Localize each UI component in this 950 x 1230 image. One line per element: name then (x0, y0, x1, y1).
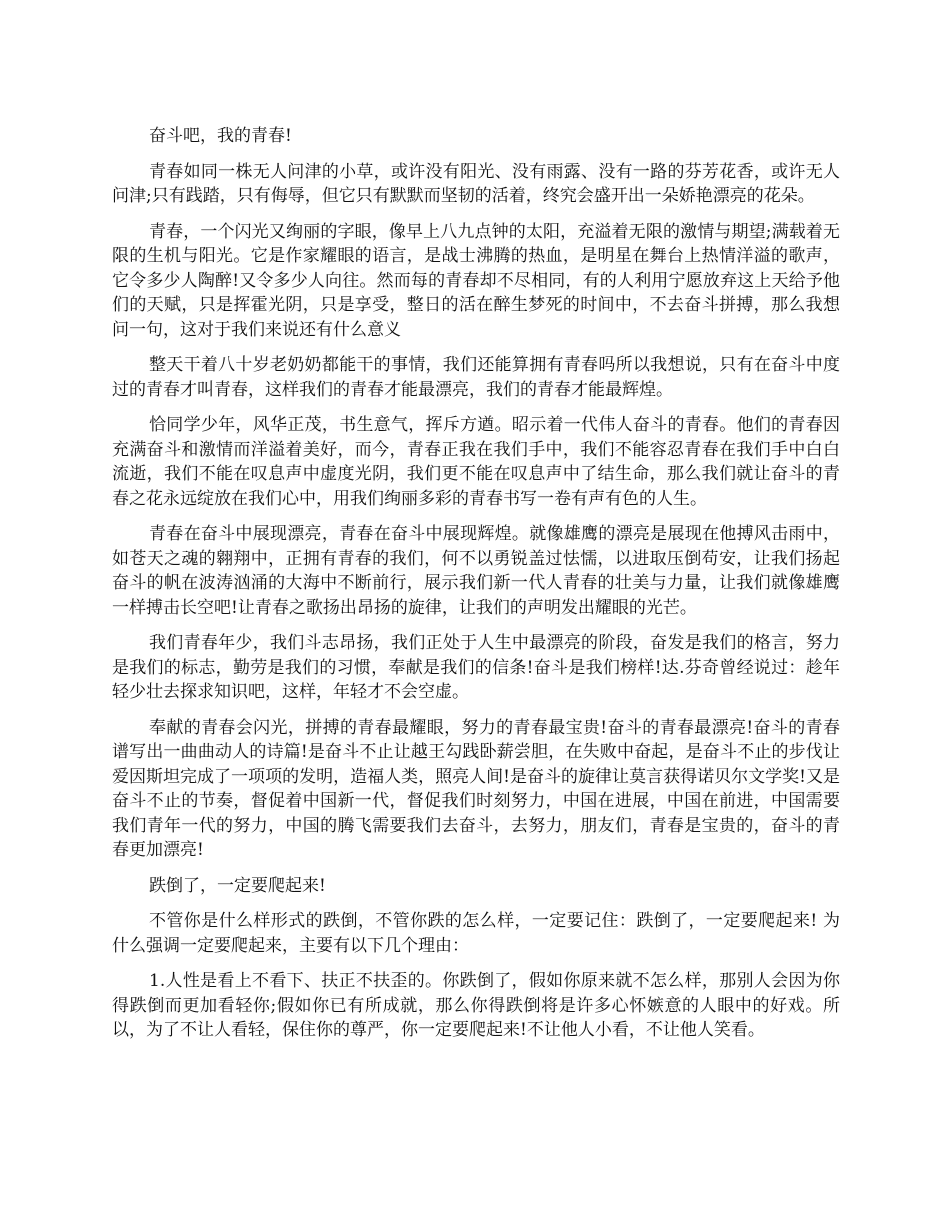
paragraph: 整天干着八十岁老奶奶都能干的事情，我们还能算拥有青春吗所以我想说，只有在奋斗中度过的青春才叫青春，这样我们的青春才能最漂亮，我们的青春才能最辉煌。 (112, 355, 840, 400)
paragraph: 我们青春年少，我们斗志昂扬，我们正处于人生中最漂亮的阶段，奋发是我们的格言，努力是我们的标志，勤劳是我们的习惯，奉献是我们的信条!奋斗是我们榜样!达.芬奇曾经说过：趁年轻少壮去探求知识吧，这样，年轻才不会空虚。 (112, 633, 840, 702)
paragraph: 奉献的青春会闪光，拼搏的青春最耀眼，努力的青春最宝贵!奋斗的青春最漂亮!奋斗的青春谱写出一曲曲动人的诗篇!是奋斗不止让越王勾践卧薪尝胆，在失败中奋起，是奋斗不止的步伐让爱因斯坦完成了一项项的发明，造福人类，照亮人间!是奋斗的旋律让莫言获得诺贝尔文学奖!又是奋斗不止的节奏，督促着中国新一代，督促我们时刻努力，中国在进展，中国在前进，中国需要我们青年一代的努力，中国的腾飞需要我们去奋斗，去努力，朋友们，青春是宝贵的，奋斗的青春更加漂亮! (112, 717, 840, 860)
paragraph: 青春如同一株无人问津的小草，或许没有阳光、没有雨露、没有一路的芬芳花香，或许无人问津;只有践踏，只有侮辱，但它只有默默而坚韧的活着，终究会盛开出一朵娇艳漂亮的花朵。 (112, 161, 840, 206)
heading-paragraph: 奋斗吧，我的青春! (149, 126, 292, 146)
paragraph: 恰同学少年，风华正茂，书生意气，挥斥方遒。昭示着一代伟人奋斗的青春。他们的青春因充满奋斗和激情而洋溢着美好，而今，青春正我在我们手中，我们不能容忍青春在我们手中白白流逝，我们不能在叹息声中虚度光阴，我们更不能在叹息声中了结生命，那么我们就让奋斗的青春之花永远绽放在我们心中，用我们绚丽多彩的青春书写一卷有声有色的人生。 (112, 415, 840, 509)
document-body (112, 124, 840, 1054)
paragraph: 不管你是什么样形式的跌倒，不管你跌的怎么样，一定要记住：跌倒了，一定要爬起来! 为什么强调一定要爬起来，主要有以下几个理由： (112, 911, 840, 956)
paragraph: 青春在奋斗中展现漂亮，青春在奋斗中展现辉煌。就像雄鹰的漂亮是展现在他搏风击雨中，如苍天之魂的翱翔中，正拥有青春的我们，何不以勇锐盖过怯懦，以进取压倒苟安，让我们扬起奋斗的帆在波涛汹涌的大海中不断前行，展示我们新一代人青春的壮美与力量，让我们就像雄鹰一样搏击长空吧!让青春之歌扬出昂扬的旋律，让我们的声明发出耀眼的光芒。 (112, 524, 840, 618)
list-paragraph: 1.人性是看上不看下、扶正不扶歪的。你跌倒了，假如你原来就不怎么样，那别人会因为你得跌倒而更加看轻你;假如你已有所成就，那么你得跌倒将是许多心怀嫉意的人眼中的好戏。所以，为了不让人看轻，保住你的尊严，你一定要爬起来!不让他人小看，不让他人笑看。 (112, 971, 840, 1040)
subheading-paragraph: 跌倒了，一定要爬起来! (149, 875, 326, 896)
paragraph: 青春，一个闪光又绚丽的字眼，像早上八九点钟的太阳，充溢着无限的激情与期望;满载着无限的生机与阳光。它是作家耀眼的语言，是战士沸腾的热血，是明星在舞台上热情洋溢的歌声，它令多少人陶醉!又令多少人向往。然而每的青春却不尽相同，有的人利用宁愿放弃这上天给予他们的天赋，只是挥霍光阴，只是享受，整日的活在醉生梦死的时间中，不去奋斗拼搏，那么我想问一句，这对于我们来说还有什么意义 (112, 221, 840, 340)
